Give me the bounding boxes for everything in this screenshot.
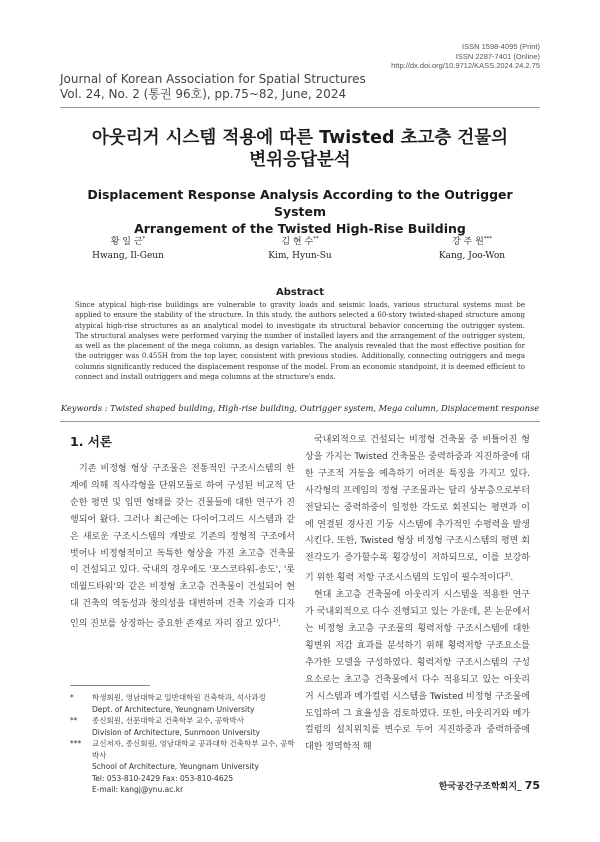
author-list [60,232,540,264]
korean-title-line2: 변위응답분석 [249,150,351,170]
author-2-mark: ** [313,236,319,242]
footnotes [70,692,298,796]
section-heading: 1. 서론 [70,434,112,449]
abstract-body: Since atypical high-rise buildings are vulnerable to gravity loads and seismic loads, various structural systems must be applied to ensure the stability of the structure. In this study, the authors selected a 60-story twisted-shaped structure among atypical high-rise structures as an analytical model to investigate its structural behavior concerning the outrigger system. The structural analyses were performed varying the number of installed layers and the arrangement of the outrigger system, as well as the placement of the mega column, as design variables. The analysis revealed that the most effective position for the outrigger was 0.455H from the top layer, consistent with previous studies. Additionally, connecting outriggers and mega columns significantly reduced the displacement response of the model. From an economic standpoint, it is deemed efficient to connect and install outriggers and mega columns at the structure's ends. [75,301,525,382]
paragraph-end: . [510,573,514,584]
footnote-3-line: Tel: 053-810-2429 Fax: 053-810-4625 [92,773,234,783]
author-2 [220,232,380,263]
author-1-en: Hwang, Il-Geun [92,251,164,261]
paragraph: 현대 초고층 건축물에 아웃리거 시스템을 적용한 연구가 국내외적으로 다수 진행되고 있는 가운데, 본 논문에서는 비정형 초고층 구조물의 횡력저항 구조시스템에 대한 횡변위 저감 효과를 분석하기 위해 횡력저항 구조요소를 추가한 모델을 구성하였다. 횡력저항 구조시스템의 구성요소로는 초고층 건축물에서 다수 적용되고 있는 아웃리거 시스템과 메가컬럼 시스템을 Twisted 비정형 구조물에 도입하여 그 효율성을 검토하였다. 또한, 아웃리거와 메가컬럼의 설치위치를 변수로 두어 지진하중과 중력하중에 대한 정역학적 해 [305,590,530,753]
footnote-1-line: Dept. of Architecture, Yeungnam University [92,704,255,714]
issn-print: ISSN 1598-4095 (Print) [462,42,540,51]
author-3-en: Kang, Joo-Won [438,251,506,261]
author-1-ko: 황 일 근 [110,237,143,247]
journal-volume: Vol. 24, No. 2 (통권 96호), pp.75~82, June, 2024 [60,87,347,101]
paragraph-text: 기존 비정형 형상 구조물은 전통적인 구조시스템의 한계에 의해 직사각형을 단위모듈로 하여 구성된 비교적 단순한 평면 및 입면 형태를 갖는 건물들에 대한 연구가 진행되어 왔다. 그러나 최근에는 다이어그리드 시스템과 같은 새로운 구조시스템의 개발로 기존의 정형적 구조에서 벗어나 비정형적이고 독특한 형상을 가진 초고층 건축물이 건설되고 있다. 국내의 경우에도 '포스코타워-송도', '롯데월드타워'와 같은 비정형 초고층 건축물이 건설되어 현대 건축의 역동성과 창의성을 대변하며 건축 기술과 디자인의 진보를 상징하는 중요한 존재로 자리 잡고 있다 [70,464,295,630]
right-column [305,432,530,756]
footnote-3-email[interactable]: E-mail: kangj@ynu.ac.kr [92,785,184,794]
footnote-divider [70,685,150,686]
keywords-divider [60,421,540,422]
abstract-heading: Abstract [275,287,325,298]
page-number: 75 [524,779,540,792]
footnote-3 [70,738,298,796]
korean-title-line1: 아웃리거 시스템 적용에 따른 Twisted 초고층 건물의 [91,128,509,148]
footnote-1 [70,692,298,715]
footnote-3-mark: *** [70,739,82,748]
citation-ref[interactable]: 1) [272,618,279,625]
author-3-ko: 강 주 원 [451,237,484,247]
footnote-1-mark: * [70,693,74,702]
author-3-mark: *** [483,236,493,242]
author-3 [392,232,552,263]
author-1 [48,232,208,263]
footnote-3-line: School of Architecture, Yeungnam University [92,762,259,771]
footnote-2 [70,715,298,738]
footnote-2-line: Division of Architecture, Sunmoon University [92,727,261,737]
issn-online: ISSN 2287-7401 (Online) [455,51,540,61]
english-title-line2: Arrangement of the Twisted High-Rise Building [134,221,466,236]
author-2-ko: 김 현 수 [281,237,314,247]
footnote-3-line: 교신저자, 종신회원, 영남대학교 공과대학 건축학부 교수, 공학박사 [92,739,295,760]
paragraph [305,432,530,587]
journal-header [60,72,366,102]
citation-ref[interactable]: 2) [504,572,511,579]
paragraph: 기존 비정형 형상 구조물은 전통적인 구조시스템의 한계에 의해 직사각형을 단위모듈로 하여 구성된 비교적 단순한 평면 및 입면 형태를 갖는 건물들에 대한 연구가 진행되어 왔다. 그러나 최근에는 다이어그리드 시스템과 같은 새로운 구조시스템의 개발로 기존의 정형적 구조에서 벗어나 비정형적이고 독특한 형상을 가진 초고층 건축물이 건설되고 있다. 국내의 경우에도 '포스코타워-송도', '롯데월드타워'와 같은 비정형 초고층 건축물이 건설되어 현대 건축의 역동성과 창의성을 대변하며 건축 기술과 디자인의 진보를 상징하는 중요한 존재로 자리 잡고 있다$^{1)}$. [70,464,295,630]
author-1-mark: * [142,236,146,242]
journal-name: Journal of Korean Association for Spatial Structures [60,72,366,86]
left-column [70,461,295,633]
issn-block [391,42,540,71]
footnote-2-mark: ** [70,716,78,725]
footer-journal: 한국공간구조학회지 [438,782,518,792]
footnote-2-line: 종신회원, 선문대학교 건축학부 교수, 공학박사 [92,716,244,725]
english-title-line1: Displacement Response Analysis According to the Outrigger System [87,187,513,219]
doi-link[interactable]: http://dx.doi.org/10.9712/KASS.2024.24.2.75 [391,61,540,70]
page-footer [439,779,540,792]
footnote-1-line: 학생회원, 영남대학교 일반대학원 건축학과, 석사과정 [92,693,266,702]
paragraph-text: 국내외적으로 건설되는 비정형 건축물 중 비틀어진 형상을 가지는 Twisted 건축물은 중력하중과 지진하중에 대한 구조적 거동을 예측하기 어려운 특징을 가지고 있다. 사각형의 프레임의 정형 구조물과는 달리 상부층으로부터 전달되는 중력하중이 일정한 각도로 회전되는 평면과 이에 연결된 경사진 기둥 시스템에 추가적인 수평력을 발생시킨다. 또한, Twisted 형상 비정형 구조시스템의 평면 회전각도가 증가할수록 횡강성이 저하되므로, 이를 보강하기 위한 횡력 저항 구조시스템의 도입이 필수적이다 [305,435,530,584]
korean-title [60,127,540,171]
english-title [60,186,540,237]
footer-sep: _ [517,782,522,792]
author-2-en: Kim, Hyun-Su [268,251,332,261]
keywords: Keywords : Twisted shaped building, High-rise building, Outrigger system, Mega column, Displacement response [60,403,540,413]
header-divider [60,107,540,108]
